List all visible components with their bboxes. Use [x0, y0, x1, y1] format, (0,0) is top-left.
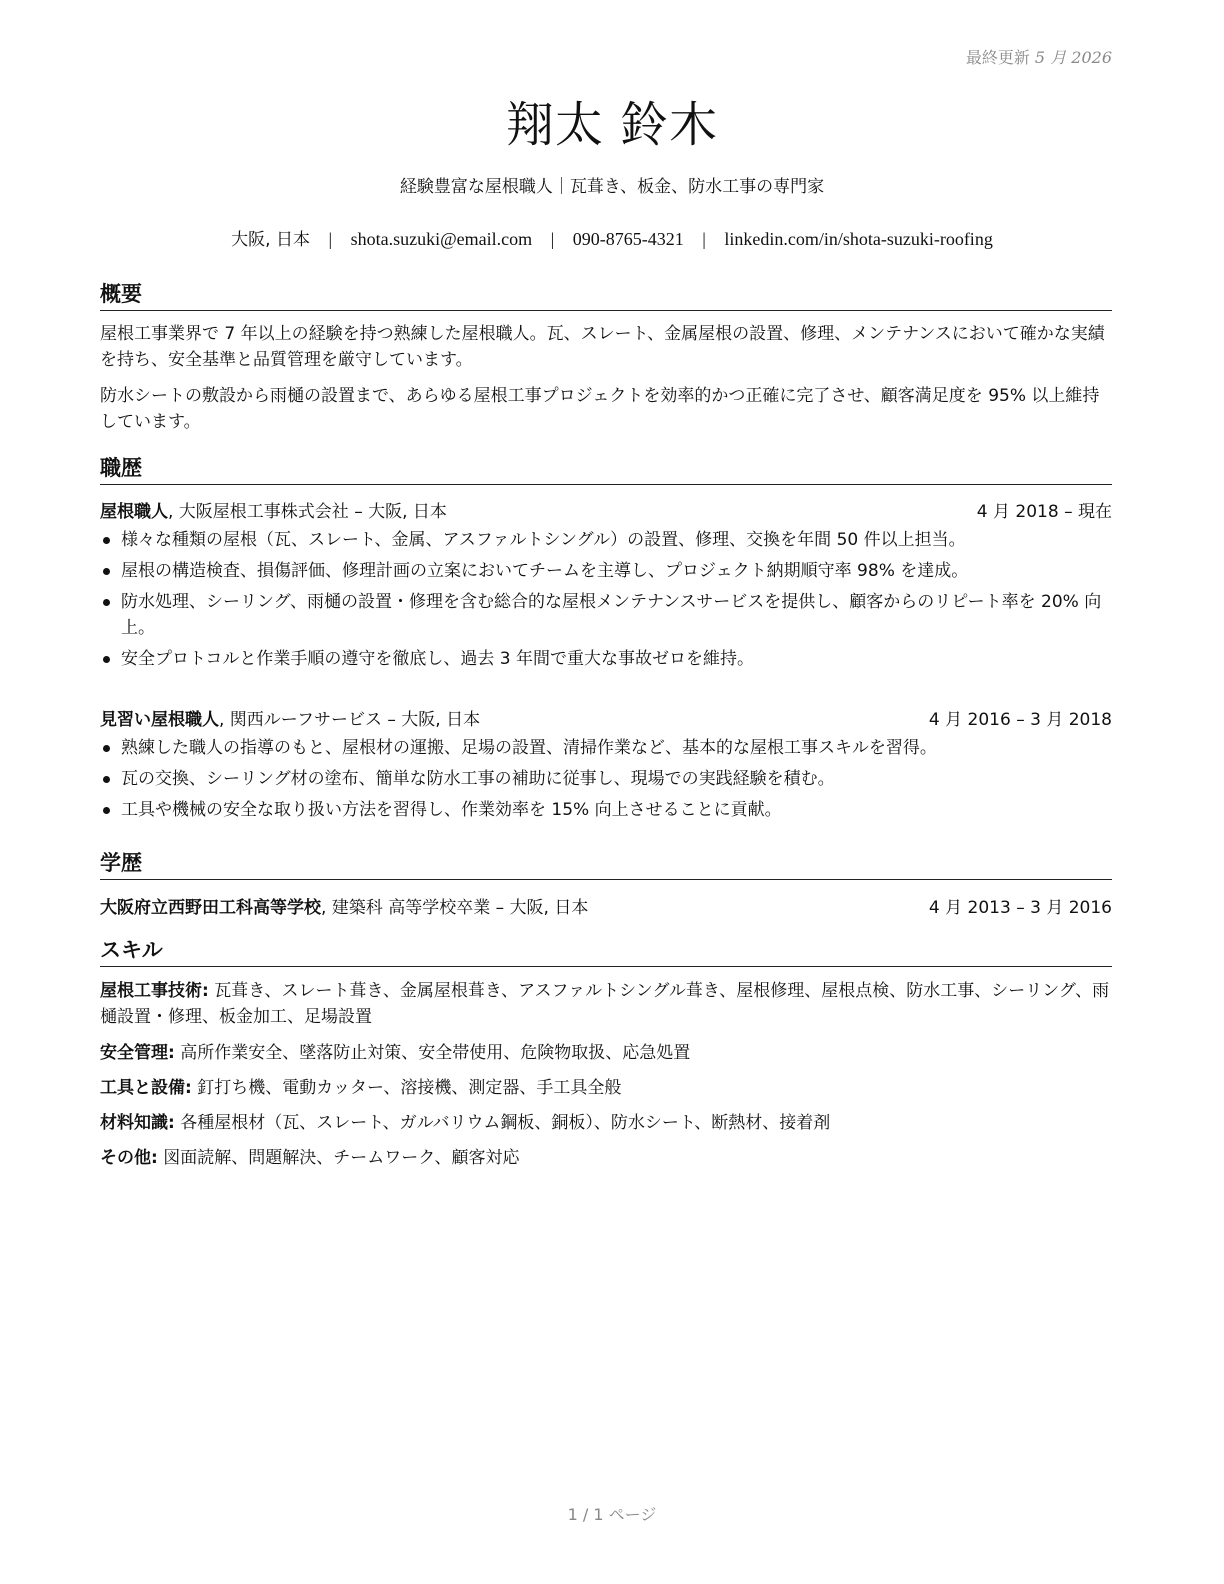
contact-separator: | — [702, 229, 706, 249]
job-title-line — [100, 705, 480, 730]
education-entry — [100, 893, 1112, 918]
list-item: 熟練した職人の指導のもと、屋根材の運搬、足場の設置、清掃作業など、基本的な屋根工事スキルを習得。 — [100, 735, 1112, 761]
list-item: 安全プロトコルと作業手順の遵守を徹底し、過去 3 年間で重大な事故ゼロを維持。 — [100, 646, 1112, 672]
job-title-line — [100, 497, 447, 522]
job-company: , 大阪屋根工事株式会社 – 大阪, 日本 — [168, 502, 447, 522]
skill-row — [100, 1110, 1112, 1136]
job-dates: 4 月 2016 – 3 月 2018 — [928, 710, 1112, 730]
list-item: 瓦の交換、シーリング材の塗布、簡単な防水工事の補助に従事し、現場での実践経験を積む。 — [100, 766, 1112, 792]
list-item: 屋根の構造検査、損傷評価、修理計画の立案においてチームを主導し、プロジェクト納期順守率 98% を達成。 — [100, 558, 1112, 584]
education-dates: 4 月 2013 – 3 月 2016 — [928, 898, 1112, 918]
job-bullet-list — [100, 527, 1112, 677]
skill-text: 各種屋根材（瓦、スレート、ガルバリウム鋼板、銅板）、防水シート、断熱材、接着剤 — [174, 1113, 831, 1133]
resume-name: 翔太 鈴木 — [505, 97, 719, 153]
skill-row — [100, 1145, 1112, 1171]
page-number: 1 / 1 ページ — [567, 1505, 657, 1524]
list-item: 防水処理、シーリング、雨樋の設置・修理を含む総合的な屋根メンテナンスサービスを提供し、顧客からのリピート率を 20% 向上。 — [100, 589, 1112, 641]
skill-text: 瓦葺き、スレート葺き、金属屋根葺き、アスファルトシングル葺き、屋根修理、屋根点検、防水工事、シーリング、雨樋設置・修理、板金加工、足場設置 — [100, 981, 1110, 1027]
skill-label: 材料知識: — [100, 1113, 175, 1133]
skill-label: 屋根工事技術: — [100, 981, 209, 1001]
section-title-summary: 概要 — [100, 278, 1112, 311]
resume-headline: 経験豊富な屋根職人｜瓦葺き、板金、防水工事の専門家 — [399, 177, 825, 197]
contact-separator: | — [550, 229, 555, 249]
summary-paragraph: 防水シートの敷設から雨樋の設置まで、あらゆる屋根工事プロジェクトを効率的かつ正確に完了させ、顧客満足度を 95% 以上維持しています。 — [100, 386, 1100, 432]
list-item: 工具や機械の安全な取り扱い方法を習得し、作業効率を 15% 向上させることに貢献。 — [100, 797, 1112, 823]
list-item: 様々な種類の屋根（瓦、スレート、金属、アスファルトシングル）の設置、修理、交換を年間 50 件以上担当。 — [100, 527, 1112, 553]
contact-linkedin[interactable]: linkedin.com/in/shota-suzuki-roofing — [724, 229, 993, 249]
section-title-education: 学歴 — [100, 847, 1112, 880]
skill-text: 釘打ち機、電動カッター、溶接機、測定器、手工具全般 — [191, 1078, 622, 1098]
skill-label: 安全管理: — [100, 1043, 175, 1063]
job-header — [100, 497, 1112, 522]
section-title-skills: スキル — [100, 934, 1112, 967]
education-line — [100, 893, 588, 918]
last-updated — [966, 45, 1112, 68]
section-title-experience: 職歴 — [100, 452, 1112, 485]
job-role: 屋根職人 — [100, 502, 168, 522]
last-updated-prefix: 最終更新 — [965, 48, 1030, 67]
contact-line — [0, 225, 1224, 250]
skill-row — [100, 1040, 1112, 1066]
skill-label: 工具と設備: — [100, 1078, 192, 1098]
contact-location: 大阪, 日本 — [231, 230, 310, 250]
job-dates: 4 月 2018 – 現在 — [976, 502, 1112, 522]
contact-email[interactable]: shota.suzuki@email.com — [350, 229, 533, 249]
last-updated-date: 5 月 2026 — [1034, 48, 1112, 67]
skill-label: その他: — [100, 1148, 158, 1168]
job-header — [100, 705, 1112, 730]
job-company: , 関西ルーフサービス – 大阪, 日本 — [219, 710, 481, 730]
contact-separator: | — [328, 229, 333, 249]
summary-paragraph: 屋根工事業界で 7 年以上の経験を持つ熟練した屋根職人。瓦、スレート、金属屋根の設置、修理、メンテナンスにおいて確かな実績を持ち、安全基準と品質管理を厳守しています。 — [100, 324, 1105, 370]
job-bullet-list — [100, 735, 1112, 828]
skill-text: 高所作業安全、墜落防止対策、安全帯使用、危険物取扱、応急処置 — [174, 1043, 691, 1063]
education-school: 大阪府立西野田工科高等学校 — [100, 898, 321, 918]
education-detail: , 建築科 高等学校卒業 – 大阪, 日本 — [321, 898, 589, 918]
skill-text: 図面読解、問題解決、チームワーク、顧客対応 — [157, 1148, 520, 1168]
skill-row — [100, 978, 1112, 1030]
job-role: 見習い屋根職人 — [100, 710, 219, 730]
skill-row — [100, 1075, 1112, 1101]
contact-phone[interactable]: 090-8765-4321 — [572, 229, 684, 249]
